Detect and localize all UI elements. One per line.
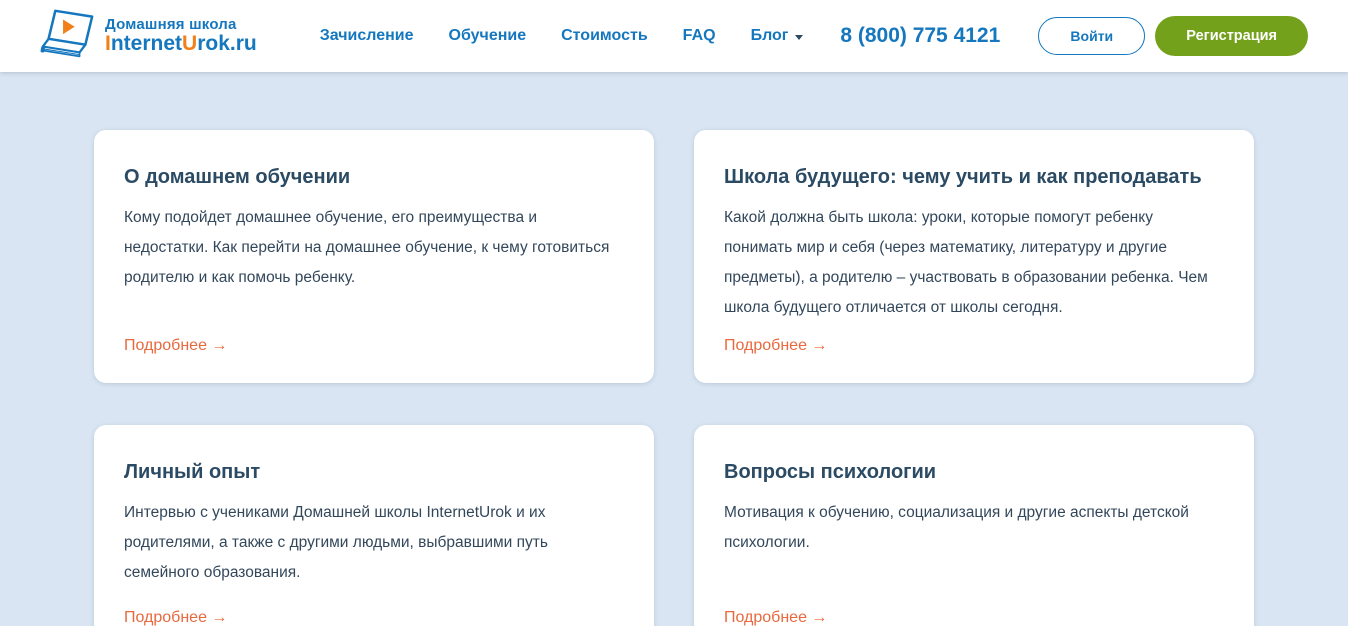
logo-text	[105, 17, 257, 55]
register-button[interactable]: Регистрация	[1155, 16, 1308, 56]
header-actions	[840, 16, 1308, 56]
nav-item-education[interactable]: Обучение	[448, 27, 527, 44]
card-title: Школа будущего: чему учить и как преподавать	[724, 166, 1202, 188]
logo-tagline: Домашняя школа	[105, 16, 237, 34]
laptop-play-icon	[34, 7, 96, 65]
page-content	[0, 72, 1348, 626]
blog-cards-grid	[94, 130, 1254, 626]
site-header	[0, 0, 1348, 72]
card-description: Кому подойдет домашнее обучение, его преимущества и недостатки. Как перейти на домашнее обучение, к чему готовиться родителю и как помочь ребенку.	[124, 209, 610, 286]
card-more-link[interactable]: Подробнее →	[124, 337, 228, 354]
card-title: О домашнем обучении	[124, 166, 351, 188]
card-school-of-future	[694, 130, 1254, 383]
logo[interactable]	[34, 7, 257, 65]
card-more-link[interactable]: Подробнее →	[724, 609, 828, 626]
card-more-link[interactable]: Подробнее →	[124, 609, 228, 626]
nav-item-faq[interactable]: FAQ	[682, 27, 716, 44]
nav-item-enrollment[interactable]: Зачисление	[319, 27, 414, 44]
card-home-education	[94, 130, 654, 383]
chevron-down-icon	[795, 35, 803, 40]
login-button[interactable]: Войти	[1038, 17, 1145, 55]
card-personal-experience	[94, 425, 654, 626]
card-more-link[interactable]: Подробнее →	[724, 337, 828, 354]
card-title: Личный опыт	[124, 461, 261, 483]
nav-item-blog-label: Блог	[750, 27, 789, 44]
card-description: Интервью с учениками Домашней школы InternetUrok и их родителями, а также с другими людьми, выбравшими путь семейного образования.	[124, 504, 548, 581]
logo-brand: InternetUrok.ru	[105, 31, 257, 55]
card-description: Мотивация к обучению, социализация и другие аспекты детской психологии.	[724, 504, 1189, 551]
phone-link[interactable]: 8 (800) 775 4121	[840, 24, 1001, 47]
card-description: Какой должна быть школа: уроки, которые помогут ребенку понимать мир и себя (через математику, литературу и другие предметы), а родителю – участвовать в образовании ребенка. Чем школа будущего отличается от школы сегодня.	[724, 209, 1208, 316]
main-nav	[320, 27, 804, 45]
card-psychology	[694, 425, 1254, 626]
card-title: Вопросы психологии	[724, 461, 937, 483]
nav-item-pricing[interactable]: Стоимость	[561, 27, 648, 44]
nav-item-blog[interactable]	[751, 27, 804, 45]
